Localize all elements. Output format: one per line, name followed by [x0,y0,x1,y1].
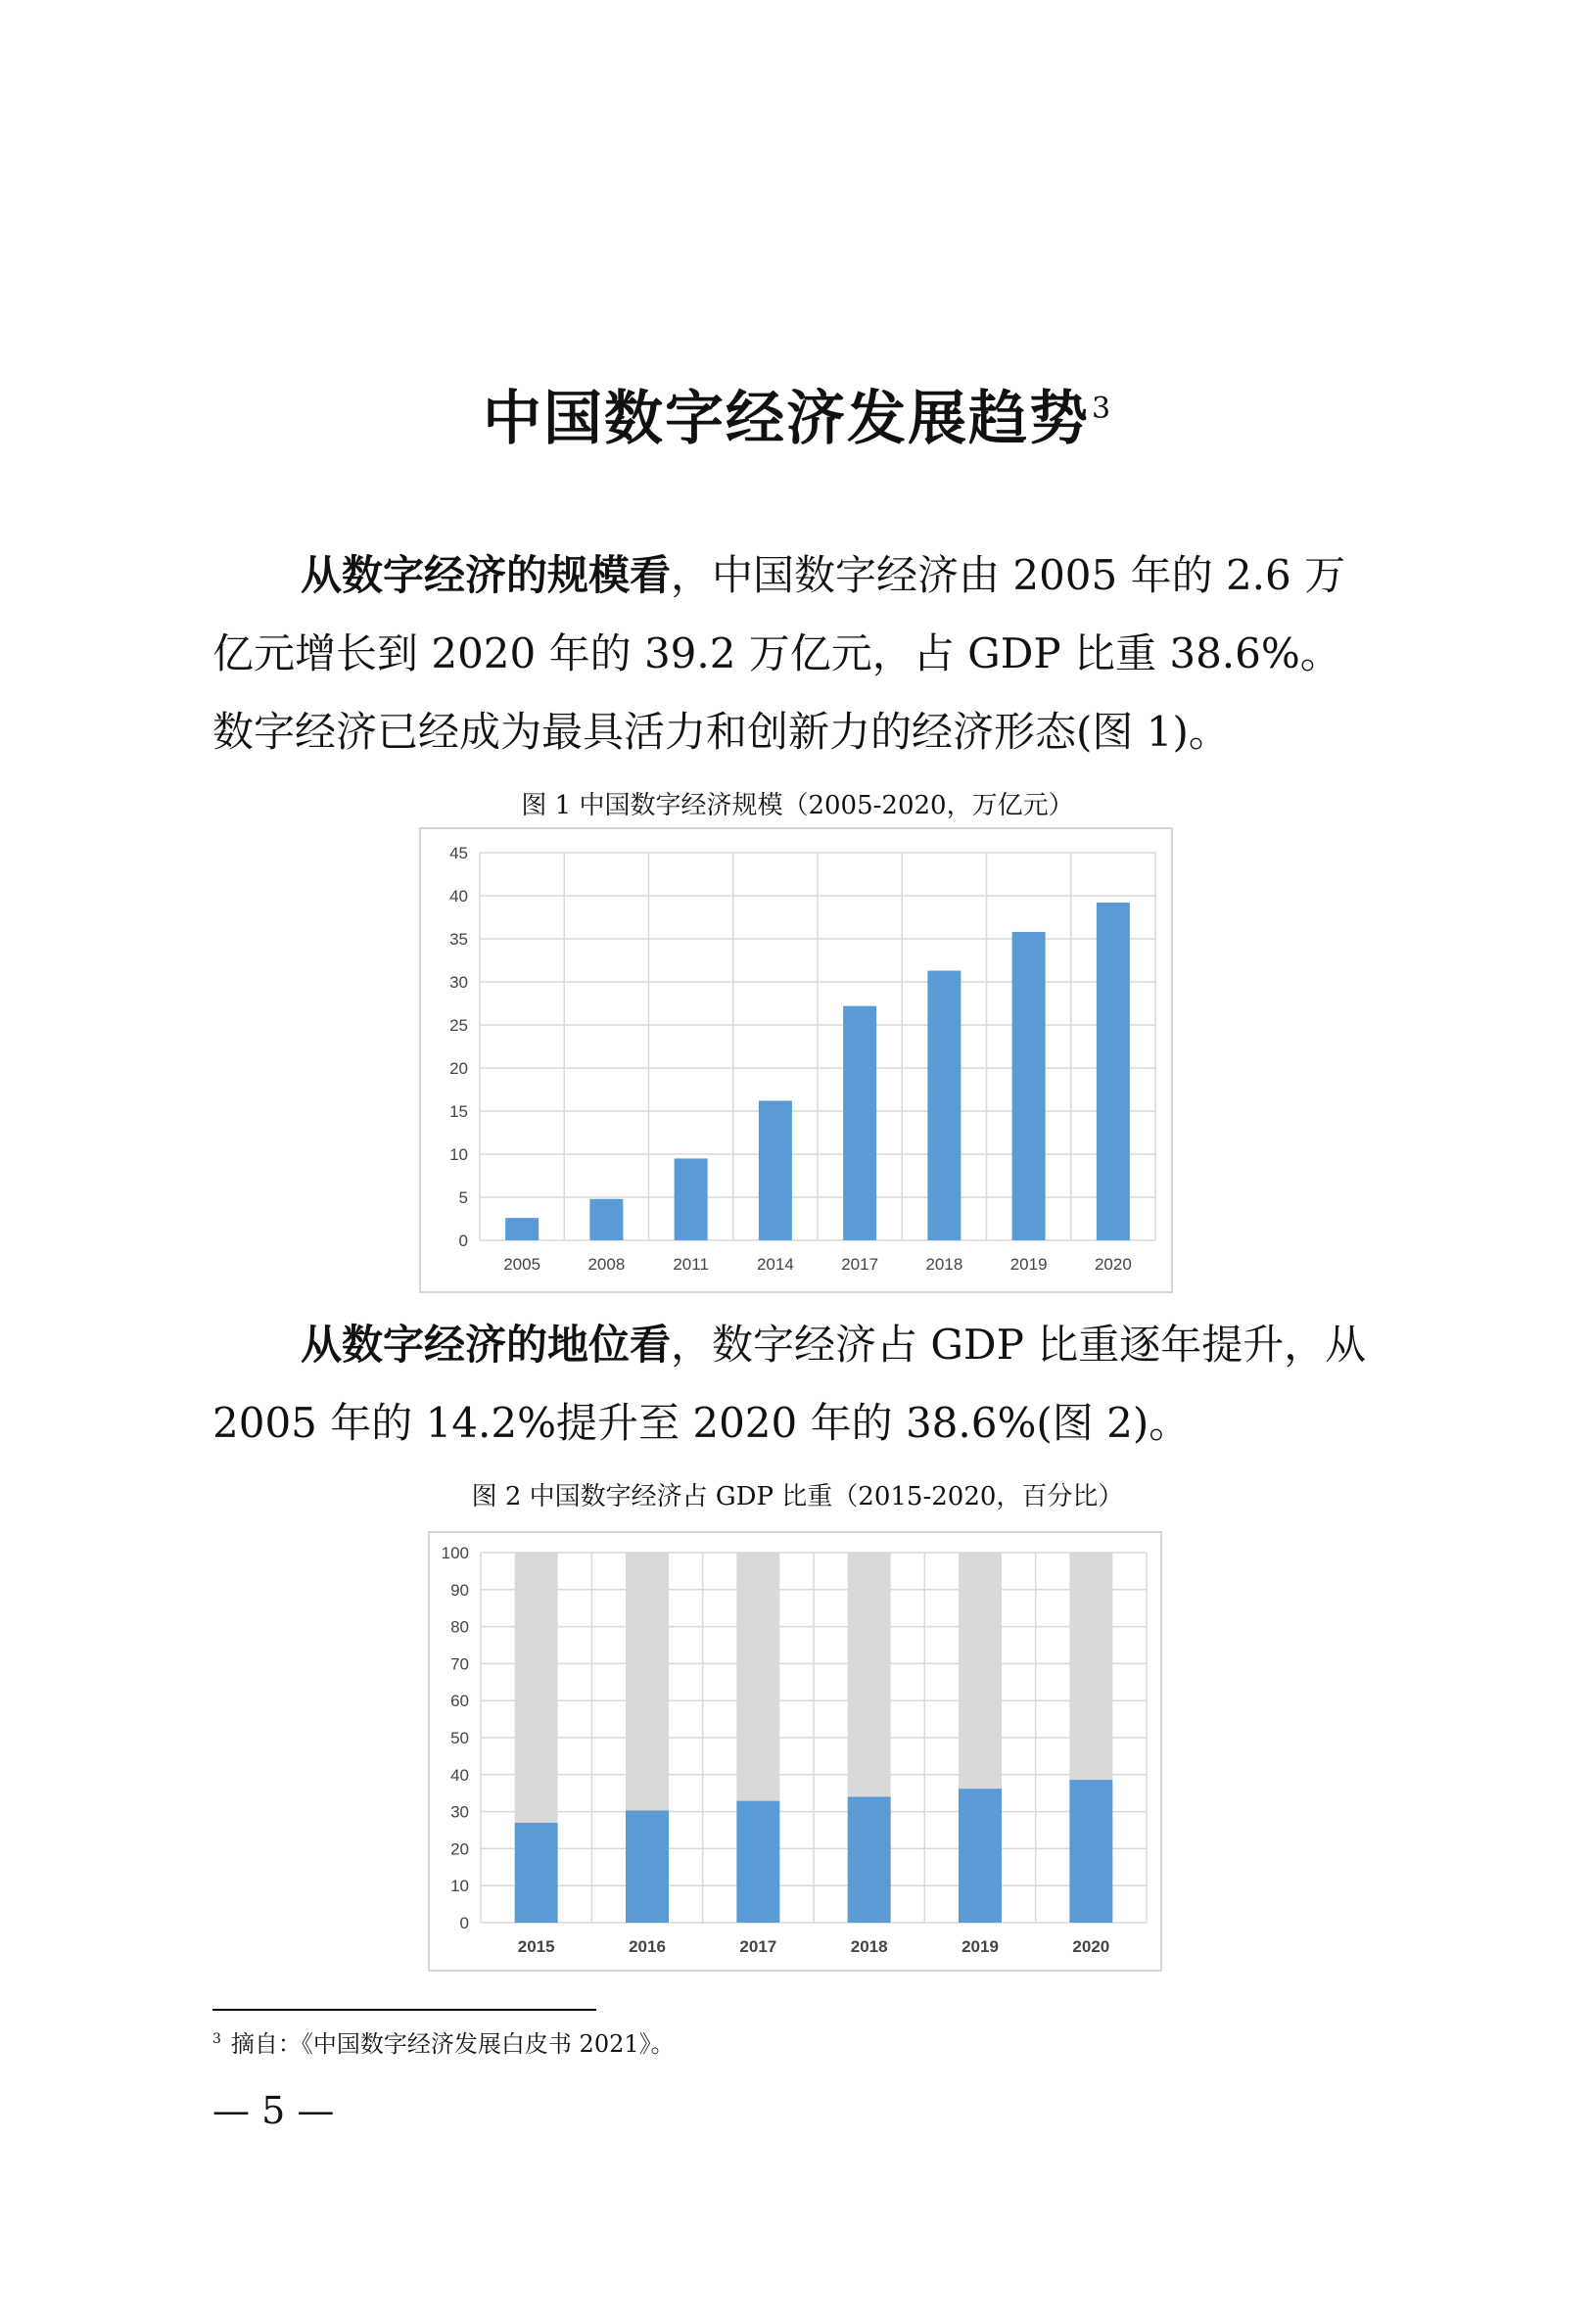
chart1-xtick-label: 2011 [673,1255,709,1274]
chart2-bar [626,1810,669,1923]
chart2-ytick-label: 80 [450,1617,469,1637]
paragraph-scale-lead: 从数字经济的规模看 [301,551,672,599]
paragraph-status [212,1306,1378,1463]
chart1-ytick-label: 35 [449,930,468,949]
chart1-bar [1097,903,1130,1240]
chart1-xtick-label: 2014 [756,1255,794,1274]
chart2-stacked-bar-chart [430,1533,1160,1970]
chart2-bar [959,1789,1002,1923]
chart1-ytick-label: 10 [449,1145,468,1164]
chart2-bar [1069,1780,1112,1923]
footnote-ref: 3 [1091,392,1113,426]
footnote-rule [212,2009,596,2011]
paragraph-status-body: ，数字经济占 GDP 比重逐年提升，从 2005 年的 14.2%提升至 2020 年的 38.6%(图 2)。 [212,1321,1367,1447]
chart1-bar [927,971,961,1240]
chart1-ytick-label: 0 [458,1232,468,1250]
chart1-bar [759,1100,792,1240]
chart2-ytick-label: 0 [459,1914,469,1932]
chart2-caption: 图 2 中国数字经济占 GDP 比重（2015-2020，百分比） [471,1482,1124,1511]
chart1-bar [589,1199,623,1240]
title-text: 中国数字经济发展趋势 [482,385,1090,453]
chart2-xtick-label: 2018 [850,1937,888,1956]
chart2-ytick-label: 100 [441,1544,469,1562]
chart2-xtick-label: 2016 [629,1937,666,1956]
paragraph-scale [212,536,1378,771]
chart2-bar [848,1796,891,1923]
chart2-xtick-label: 2019 [962,1937,999,1956]
chart1-xtick-label: 2008 [587,1255,626,1274]
chart1-ytick-label: 20 [449,1059,468,1078]
chart2-ytick-label: 20 [450,1839,469,1859]
chart2-ytick-label: 40 [450,1765,469,1785]
chart1-xtick-label: 2018 [925,1255,963,1274]
chart2-ytick-label: 50 [450,1729,469,1747]
chart2-ytick-label: 30 [450,1802,469,1822]
chart2-xtick-label: 2015 [517,1937,555,1956]
page-title [0,372,1595,456]
chart1-ytick-label: 15 [449,1102,468,1121]
chart2-xtick-label: 2017 [739,1937,777,1956]
chart2-bar-remainder [848,1553,891,1796]
chart2-ytick-label: 60 [450,1692,469,1711]
chart1-ytick-label: 40 [449,887,468,906]
chart1-xtick-label: 2019 [1009,1255,1048,1274]
chart2-ytick-label: 70 [450,1654,469,1674]
chart1-xtick-label: 2017 [841,1255,879,1274]
chart2-ytick-label: 90 [450,1580,469,1600]
chart2-bar-remainder [736,1553,779,1801]
chart2-bar [515,1823,558,1923]
chart1-ytick-label: 45 [449,844,468,862]
chart1-bar [675,1158,708,1240]
chart1-frame [419,827,1173,1293]
footnote [212,2024,675,2059]
footnote-number: 3 [212,2031,221,2047]
chart1-xtick-label: 2005 [503,1255,541,1274]
chart1-bar [843,1006,876,1240]
chart1-bar [505,1218,539,1240]
paragraph-scale-body: ，中国数字经济由 2005 年的 2.6 万亿元增长到 2020 年的 39.2 万亿元，占 GDP 比重 38.6%。数字经济已经成为最具活力和创新力的经济形态(图 1)。 [212,551,1346,756]
chart2-bar-remainder [959,1553,1002,1789]
chart2-ytick-label: 10 [450,1877,469,1896]
chart2-frame [428,1531,1162,1972]
chart1-bar-chart [421,829,1171,1291]
chart2-bar [736,1801,779,1923]
chart2-bar-remainder [515,1553,558,1823]
chart1-ytick-label: 25 [449,1016,468,1035]
chart1-ytick-label: 30 [449,973,468,992]
chart1-bar [1012,932,1046,1240]
footnote-text: 摘自：《中国数字经济发展白皮书 2021》。 [230,2030,675,2058]
chart2-bar-remainder [626,1553,669,1810]
chart1-ytick-label: 5 [458,1188,468,1207]
paragraph-status-lead: 从数字经济的地位看 [301,1321,672,1369]
page-number: — 5 — [212,2089,335,2132]
chart1-caption: 图 1 中国数字经济规模（2005-2020，万亿元） [521,791,1074,820]
chart2-bar-remainder [1069,1553,1112,1780]
chart1-xtick-label: 2020 [1094,1255,1132,1274]
chart2-xtick-label: 2020 [1072,1937,1110,1956]
